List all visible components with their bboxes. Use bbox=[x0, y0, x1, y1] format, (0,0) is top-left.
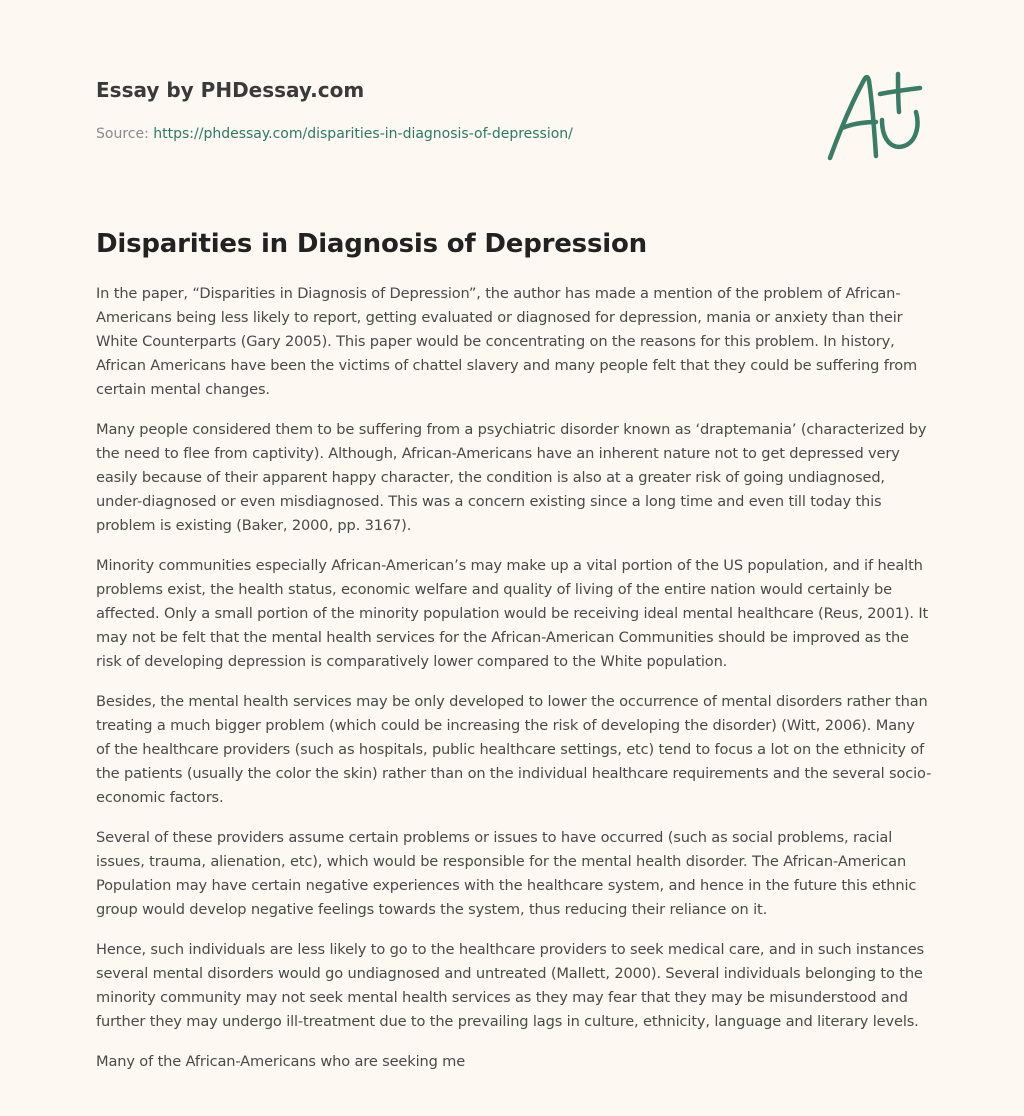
paragraph: In the paper, “Disparities in Diagnosis of Depression”, the author has made a mention of the problem of African-Americans being less likely to report, getting evaluated or diagnosed for depression, mania or anxiety than their White Counterparts (Gary 2005). This paper would be concentrating on the reasons for this problem. In history, African Americans have been the victims of chattel slavery and many people felt that they could be suffering from certain mental changes. bbox=[96, 285, 918, 398]
brand-title: Essay by PHDessay.com bbox=[96, 78, 365, 102]
paragraph-truncated: Many of the African-Americans who are seeking me bbox=[96, 1053, 466, 1070]
paragraph: Many people considered them to be suffering from a psychiatric disorder known as ‘draptemania’ (characterized by the need to flee from captivity). Although, African-Americans have an inherent nature not to get depressed very easily because of their apparent happy character, the condition is also at a greater risk of going undiagnosed, under-diagnosed or even misdiagnosed. This was a concern existing since a long time and even till today this problem is existing (Baker, 2000, pp. 3167). bbox=[96, 421, 927, 534]
essay-body bbox=[96, 282, 932, 1090]
paragraph: Several of these providers assume certain problems or issues to have occurred (such as social problems, racial issues, trauma, alienation, etc), which would be responsible for the mental health disorder. The African-American Population may have certain negative experiences with the healthcare system, and hence in the future this ethnic group would develop negative feelings towards the system, thus reducing their reliance on it. bbox=[96, 829, 917, 918]
source-label: Source: bbox=[96, 126, 154, 142]
essay-title: Disparities in Diagnosis of Depression bbox=[96, 229, 647, 259]
essay-header bbox=[96, 76, 696, 144]
source-line bbox=[96, 124, 696, 144]
a-plus-logo-icon bbox=[820, 66, 930, 166]
source-link[interactable]: https://phdessay.com/disparities-in-diagnosis-of-depression/ bbox=[153, 126, 573, 142]
a-plus-logo bbox=[820, 66, 930, 166]
paragraph: Besides, the mental health services may be only developed to lower the occurrence of mental disorders rather than treating a much bigger problem (which could be increasing the risk of developing the disorder) (Witt, 2006). Many of the healthcare providers (such as hospitals, public healthcare settings, etc) tend to focus a lot on the ethnicity of the patients (usually the color the skin) rather than on the individual healthcare requirements and the several socio-economic factors. bbox=[96, 693, 932, 806]
paragraph: Minority communities especially African-American’s may make up a vital portion of the US population, and if health problems exist, the health status, economic welfare and quality of living of the entire nation would certainly be affected. Only a small portion of the minority population would be receiving ideal mental healthcare (Reus, 2001). It may not be felt that the mental health services for the African-American Communities should be improved as the risk of developing depression is comparatively lower compared to the White population. bbox=[96, 557, 929, 670]
paragraph: Hence, such individuals are less likely to go to the healthcare providers to seek medical care, and in such instances several mental disorders would go undiagnosed and untreated (Mallett, 2000). Several individuals belonging to the minority community may not seek mental health services as they may fear that they may be misunderstood and further they may undergo ill-treatment due to the prevailing lags in culture, ethnicity, language and literary levels. bbox=[96, 941, 924, 1030]
